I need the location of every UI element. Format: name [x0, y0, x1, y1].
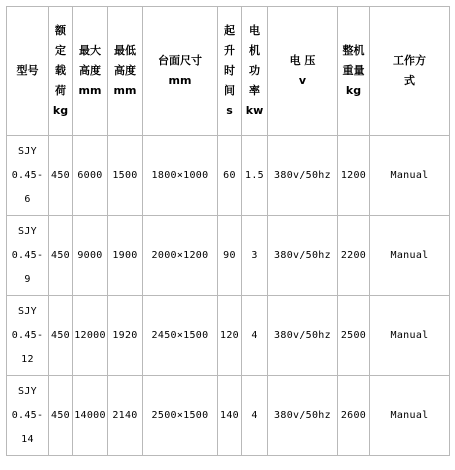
model-line: 14 — [21, 433, 34, 445]
header-max-height — [73, 7, 108, 136]
header-total-weight — [338, 7, 370, 136]
header-row — [7, 7, 450, 136]
header-line: 工作方 — [393, 54, 426, 67]
header-line: kg — [52, 104, 69, 117]
cell-power: 3 — [242, 216, 268, 296]
cell-voltage: 380v/50hz — [268, 216, 338, 296]
header-line: kg — [345, 84, 362, 97]
header-line: 机 — [248, 44, 260, 57]
model-line: 6 — [24, 193, 31, 205]
model-line: 0.45- — [11, 409, 44, 421]
header-line: 型号 — [16, 64, 39, 77]
cell-weight: 1200 — [338, 136, 370, 216]
cell-mode: Manual — [370, 136, 450, 216]
cell-power: 1.5 — [242, 136, 268, 216]
cell-max-height: 9000 — [73, 216, 108, 296]
cell-min-height: 1920 — [108, 296, 143, 376]
model-line: 0.45- — [11, 169, 44, 181]
model-line: SJY — [18, 305, 37, 317]
cell-load: 450 — [49, 296, 73, 376]
header-line: 台面尺寸 — [158, 54, 202, 67]
cell-mode: Manual — [370, 216, 450, 296]
header-line: 功 — [248, 64, 260, 77]
header-model — [7, 7, 49, 136]
cell-min-height: 1500 — [108, 136, 143, 216]
cell-lift-time: 140 — [218, 376, 242, 456]
cell-power: 4 — [242, 296, 268, 376]
header-line: s — [226, 104, 233, 117]
cell-load: 450 — [49, 376, 73, 456]
table-row — [7, 376, 450, 456]
model-line: 0.45- — [11, 329, 44, 341]
header-line: 时 — [224, 64, 235, 77]
header-line: 高度 — [114, 64, 136, 77]
header-line: mm — [78, 84, 102, 97]
table-row — [7, 296, 450, 376]
header-motor-power — [242, 7, 268, 136]
cell-max-height: 14000 — [73, 376, 108, 456]
cell-min-height: 1900 — [108, 216, 143, 296]
cell-model — [7, 136, 49, 216]
cell-weight: 2200 — [338, 216, 370, 296]
header-line: 间 — [224, 84, 235, 97]
cell-lift-time: 120 — [218, 296, 242, 376]
model-line: SJY — [18, 145, 37, 157]
cell-voltage: 380v/50hz — [268, 376, 338, 456]
cell-lift-time: 60 — [218, 136, 242, 216]
cell-platform: 2450×1500 — [143, 296, 218, 376]
cell-model — [7, 376, 49, 456]
cell-max-height: 6000 — [73, 136, 108, 216]
header-line: 最大 — [79, 44, 101, 57]
header-line: 定 — [54, 44, 66, 57]
cell-platform: 2000×1200 — [143, 216, 218, 296]
header-line: 重量 — [342, 64, 365, 77]
cell-voltage: 380v/50hz — [268, 296, 338, 376]
cell-model — [7, 216, 49, 296]
header-min-height — [108, 7, 143, 136]
header-line: 电 压 — [289, 54, 316, 67]
model-line: 12 — [21, 353, 34, 365]
model-line: SJY — [18, 385, 37, 397]
header-line: 高度 — [79, 64, 101, 77]
model-line: 9 — [24, 273, 31, 285]
spec-table — [6, 6, 450, 456]
header-voltage — [268, 7, 338, 136]
model-line: 0.45- — [11, 249, 44, 261]
cell-voltage: 380v/50hz — [268, 136, 338, 216]
header-line: 额 — [54, 24, 66, 37]
header-rated-load — [49, 7, 73, 136]
header-line: mm — [168, 74, 192, 87]
header-line: 荷 — [54, 84, 66, 97]
header-line: 整机 — [342, 44, 365, 57]
cell-mode: Manual — [370, 296, 450, 376]
header-line: 式 — [404, 74, 415, 87]
cell-mode: Manual — [370, 376, 450, 456]
cell-weight: 2500 — [338, 296, 370, 376]
header-line: v — [298, 74, 307, 87]
header-line: 电 — [248, 24, 260, 37]
header-line: mm — [113, 84, 137, 97]
cell-load: 450 — [49, 136, 73, 216]
cell-min-height: 2140 — [108, 376, 143, 456]
cell-weight: 2600 — [338, 376, 370, 456]
cell-platform: 2500×1500 — [143, 376, 218, 456]
table-row — [7, 136, 450, 216]
model-line: SJY — [18, 225, 37, 237]
table-row — [7, 216, 450, 296]
cell-model — [7, 296, 49, 376]
cell-platform: 1800×1000 — [143, 136, 218, 216]
cell-power: 4 — [242, 376, 268, 456]
header-line: 率 — [248, 84, 260, 97]
header-line: kw — [245, 104, 264, 117]
header-lift-time — [218, 7, 242, 136]
cell-lift-time: 90 — [218, 216, 242, 296]
table-body — [7, 136, 450, 456]
cell-max-height: 12000 — [73, 296, 108, 376]
header-line: 升 — [224, 44, 235, 57]
cell-load: 450 — [49, 216, 73, 296]
header-line: 起 — [224, 24, 235, 37]
header-line: 最低 — [114, 44, 136, 57]
header-platform-size — [143, 7, 218, 136]
header-operation-mode — [370, 7, 450, 136]
header-line: 载 — [54, 64, 66, 77]
